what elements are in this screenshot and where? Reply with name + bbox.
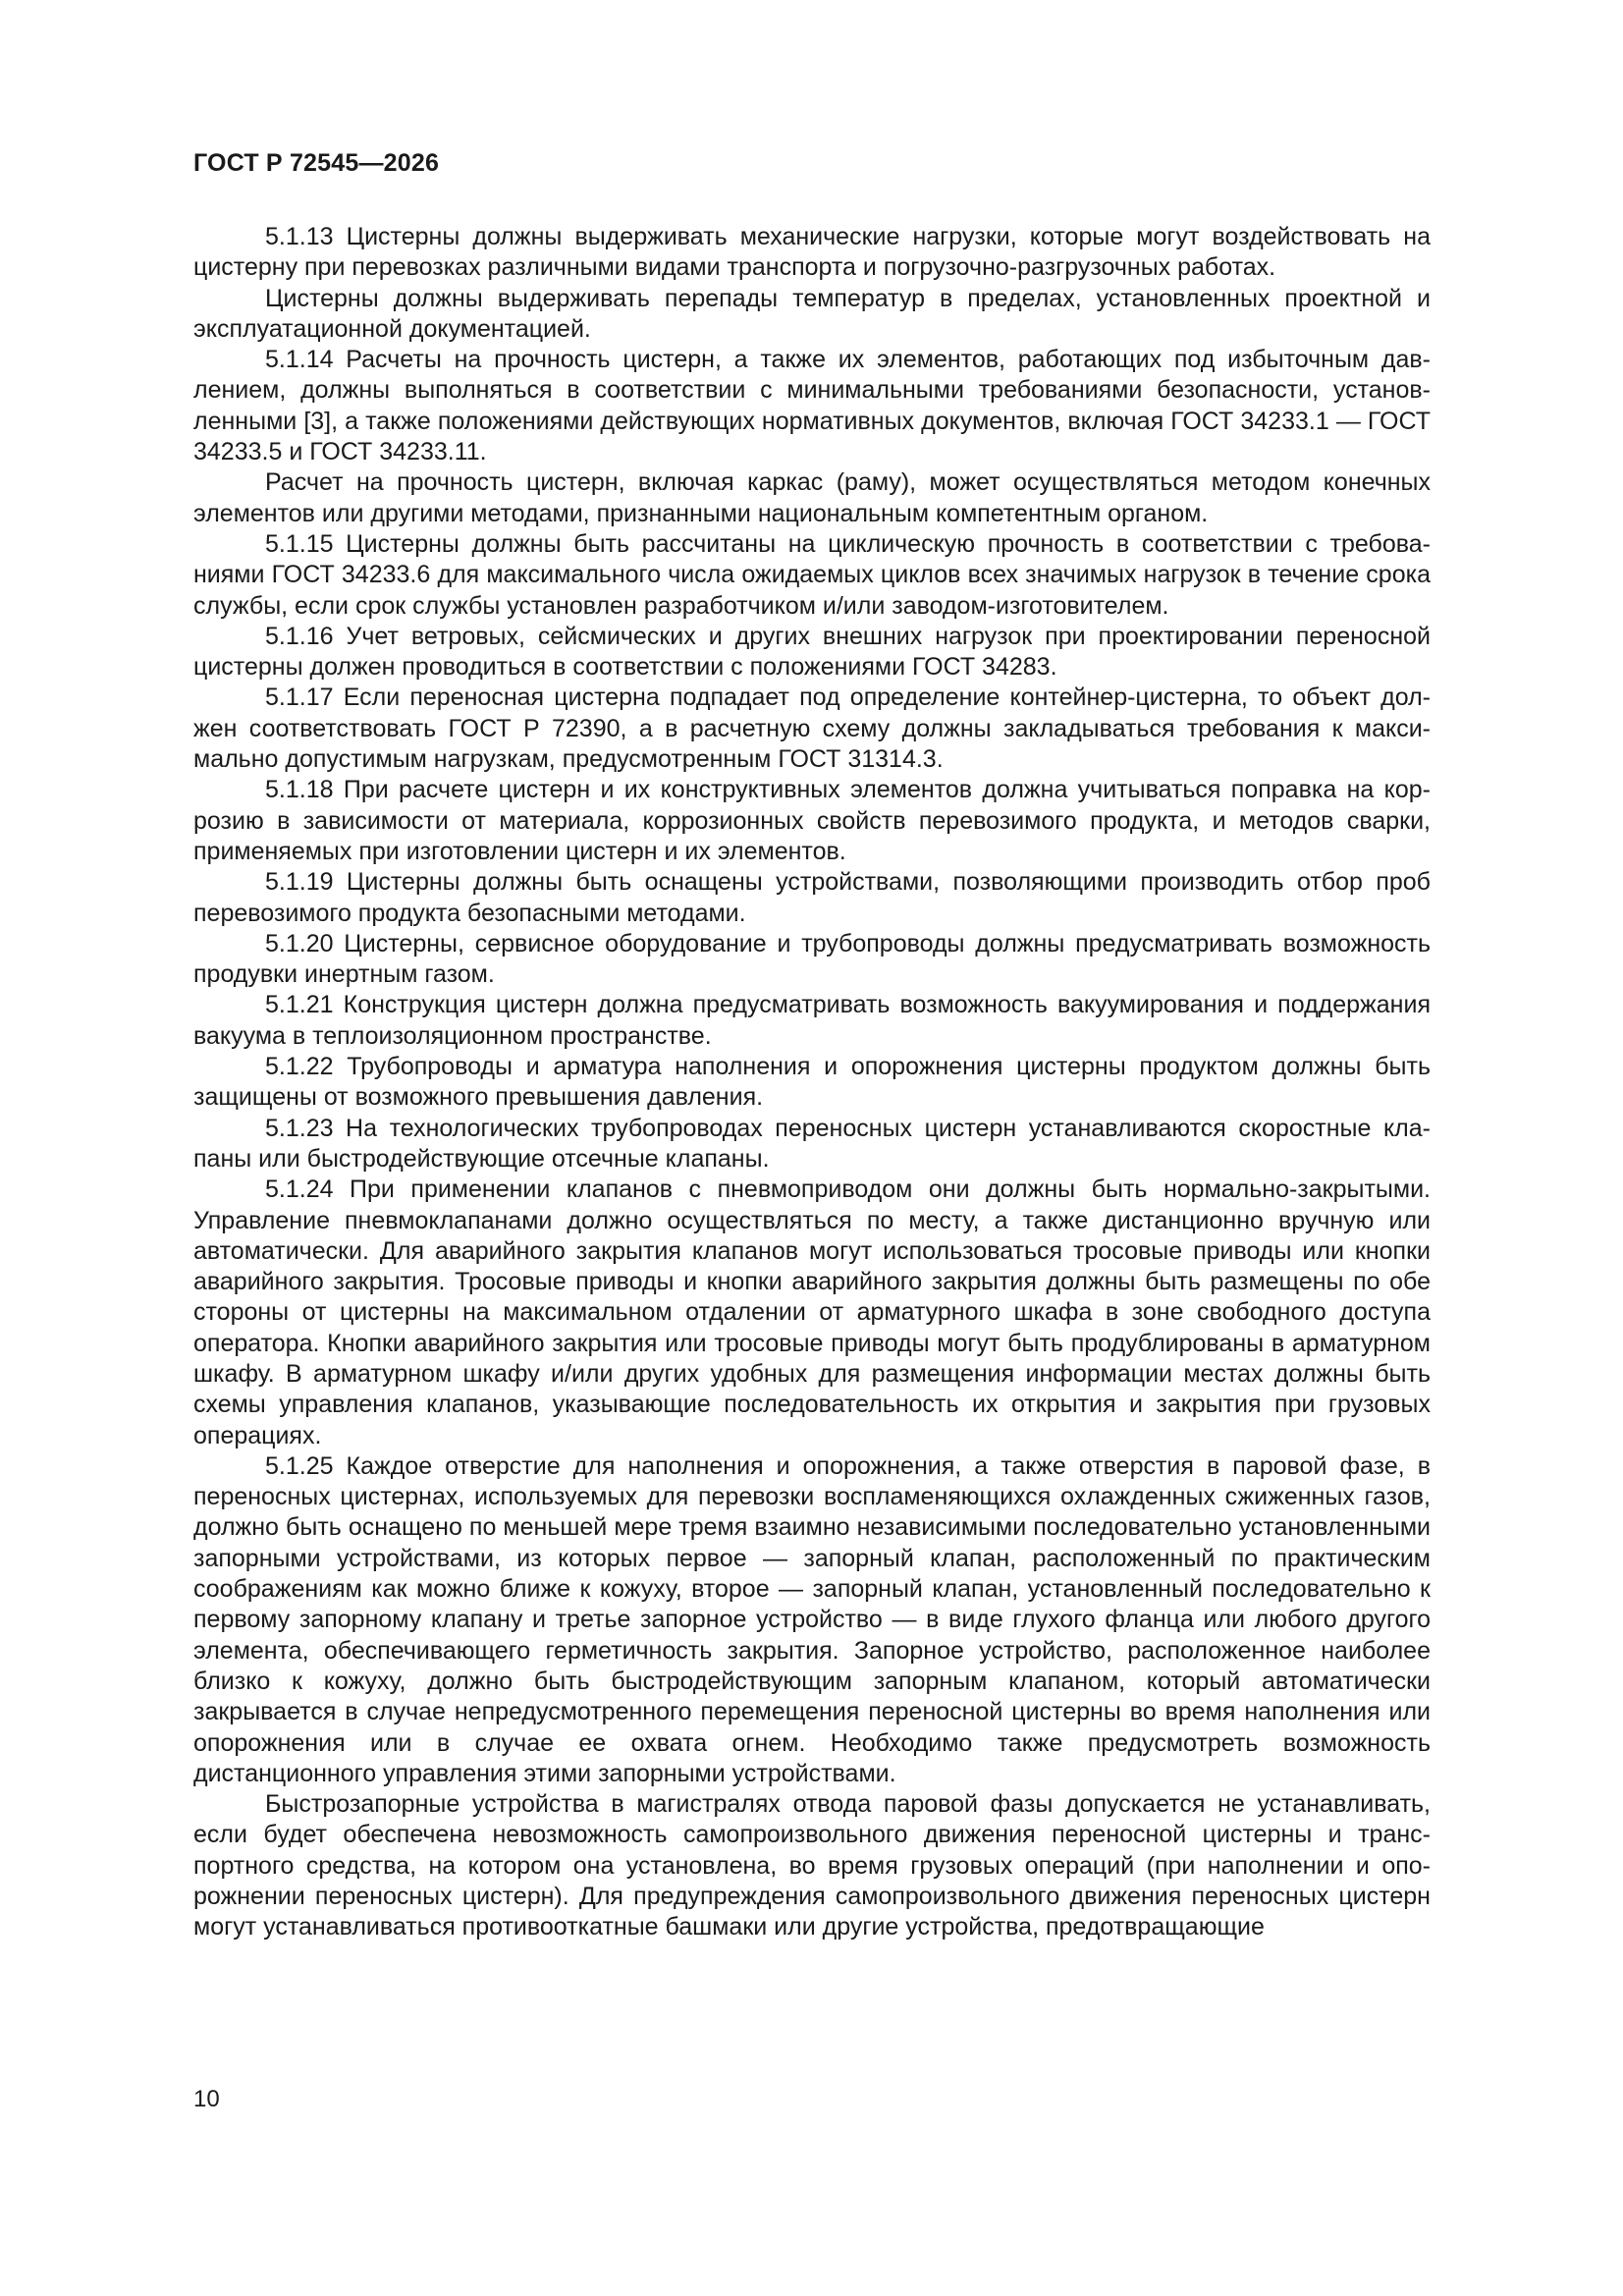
paragraph-5-1-14-fem: Расчет на прочность цистерн, включая каркас (раму), может осуществляться методом конечных элементов или другими методами, признанными национальным компетентным органом. <box>193 468 1431 527</box>
paragraph-5-1-24: 5.1.24 При применении клапанов с пневмоприводом они должны быть нормально-закрытыми. Управление пневмоклапанами должно осуществляться по месту, а также дистанционно вручную или автоматически. Для аварийного закрытия клапанов могут использоваться тросовые приводы или кнопки аварийного закрытия. Тросовые приводы и кнопки аварийного закрытия должны быть размещены по обе стороны от цистерны на максимальном отдалении от арматурного шкафа в зоне свободного доступа оператора. Кнопки аварийного закрытия или тросовые приводы могут быть продублированы в арматурном шкафу. В арматурном шкафу и/или других удобных для размещения информации местах должны быть схемы управления клапанов, указывающие последовательность их открытия и закрытия при грузовых операциях. <box>193 1175 1431 1449</box>
paragraph-5-1-22: 5.1.22 Трубопроводы и арматура наполнения и опорожнения цистерны продуктом должны быть защищены от возможного превышения давления. <box>193 1053 1431 1112</box>
paragraph-5-1-16: 5.1.16 Учет ветровых, сейсмических и других внешних нагрузок при проектировании переносной цистерны должен проводиться в соответствии с положениями ГОСТ 34283. <box>193 622 1431 682</box>
paragraph-5-1-14: 5.1.14 Расчеты на прочность цистерн, а также их элементов, работающих под избыточным давлением, должны выполняться в соответствии с минимальными требованиями безопасности, установленными [3], а также положениями действующих нормативных документов, включая ГОСТ 34233.1 — ГОСТ 34233.5 и ГОСТ 34233.11. <box>193 346 1431 466</box>
paragraph-5-1-25-vapor: Быстрозапорные устройства в магистралях отвода паровой фазы допускается не устанавливать, если будет обеспечена невозможность самопроизвольного движения переносной цистерны и транспортного средства, на котором она установлена, во время грузовых операций (при наполнении и опорожнении переносных цистерн). Для предупреждения самопроизвольного движения переносных цистерн могут устанавливаться противооткатные башмаки или другие устройства, предотвращающие <box>193 1790 1431 1941</box>
paragraph-5-1-21: 5.1.21 Конструкция цистерн должна предусматривать возможность вакуумирования и поддержания вакуума в теплоизоляционном пространстве. <box>193 991 1431 1050</box>
page-number: 10 <box>193 2086 220 2112</box>
paragraph-5-1-13: 5.1.13 Цистерны должны выдерживать механические нагрузки, которые могут воздействовать на цистерну при перевозках различными видами транспорта и погрузочно-разгрузочных работах. <box>193 223 1431 282</box>
paragraph-5-1-25: 5.1.25 Каждое отверстие для наполнения и опорожнения, а также отверстия в паровой фазе, в переносных цистернах, используемых для перевозки воспламеняющихся охлажденных сжиженных газов, должно быть оснащено по меньшей мере тремя взаимно независимыми последовательно установленными запорными устройствами, из которых первое — запорный клапан, расположенный по практическим соображениям как можно ближе к кожуху, второе — запорный клапан, установленный последовательно к первому запорному клапану и третье запорное устройство — в виде глухого фланца или любого другого элемента, обеспечивающего герметичность закрытия. Запорное устройство, расположенное наиболее близко к кожуху, должно быть быстродействующим запорным клапаном, который автоматически закрывается в случае непредусмотренного перемещения переносной цистерны во время наполнения или опорожнения или в случае ее охвата огнем. Необходимо также предусмотреть возможность дистанционного управления этими запорными устройствами. <box>193 1451 1431 1787</box>
document-code-header: ГОСТ Р 72545—2026 <box>193 149 440 177</box>
paragraph-5-1-18: 5.1.18 При расчете цистерн и их конструктивных элементов должна учитываться поправка на коррозию в зависимости от материала, коррозионных свойств перевозимого продукта, и методов сварки, применяемых при изготовлении цистерн и их элементов. <box>193 776 1431 865</box>
document-body <box>193 222 1431 1943</box>
paragraph-5-1-19: 5.1.19 Цистерны должны быть оснащены устройствами, позволяющими производить отбор проб перевозимого продукта безопасными методами. <box>193 868 1431 927</box>
paragraph-5-1-13-temperature: Цистерны должны выдерживать перепады температур в пределах, установленных проектной и эксплуатационной документацией. <box>193 284 1431 343</box>
paragraph-5-1-20: 5.1.20 Цистерны, сервисное оборудование и трубопроводы должны предусматривать возможность продувки инертным газом. <box>193 929 1431 989</box>
paragraph-5-1-15: 5.1.15 Цистерны должны быть рассчитаны на циклическую прочность в соответствии с требованиями ГОСТ 34233.6 для максимального числа ожидаемых циклов всех значимых нагрузок в течение срока службы, если срок службы установлен разработчиком и/или заводом-изготовителем. <box>193 529 1431 620</box>
paragraph-5-1-17: 5.1.17 Если переносная цистерна подпадает под определение контейнер-цистерна, то объект должен соответствовать ГОСТ Р 72390, а в расчетную схему должны закладываться требования к максимально допустимым нагрузкам, предусмотренным ГОСТ 31314.3. <box>193 683 1431 774</box>
paragraph-5-1-23: 5.1.23 На технологических трубопроводах переносных цистерн устанавливаются скоростные клапаны или быстродействующие отсечные клапаны. <box>193 1114 1431 1173</box>
